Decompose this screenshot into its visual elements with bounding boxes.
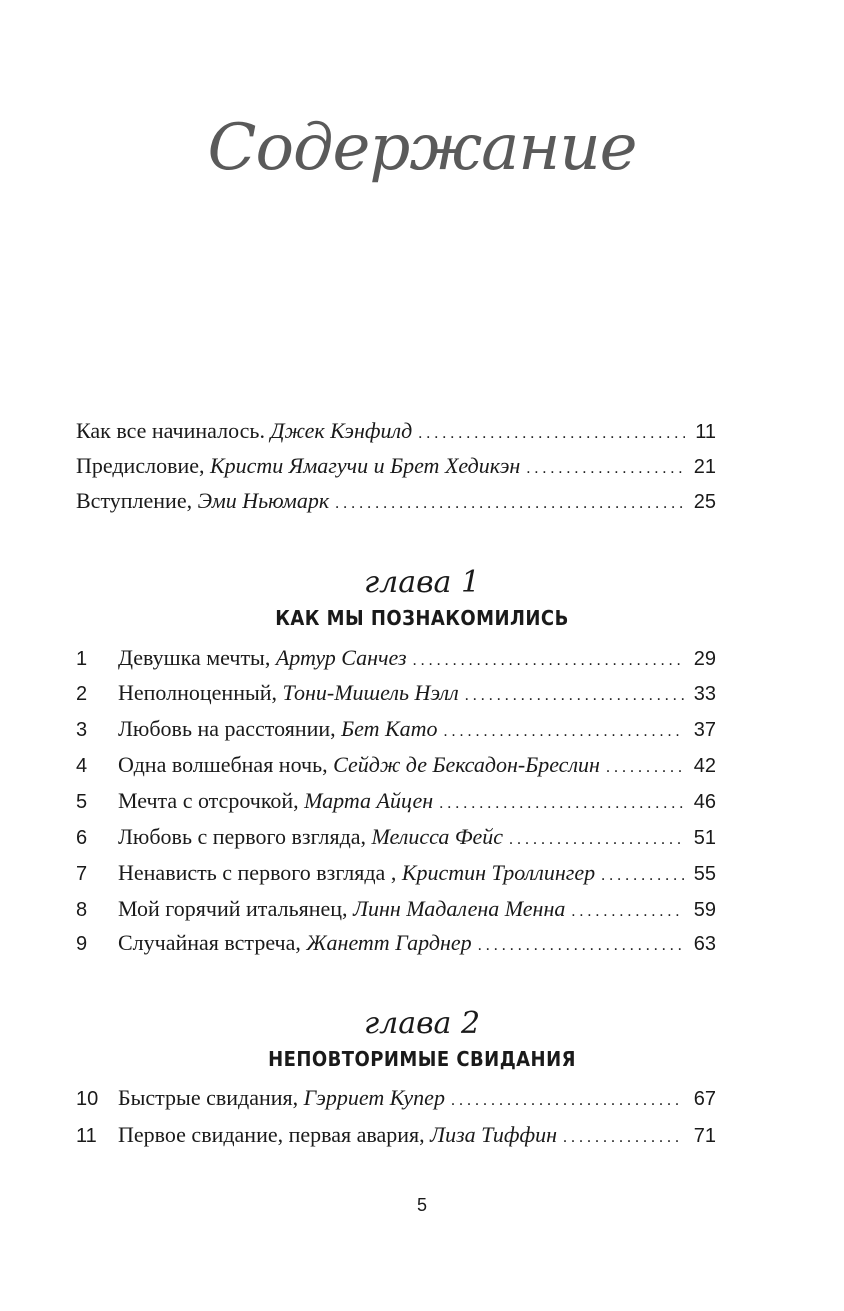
- entry-page-number: 63: [693, 933, 716, 955]
- entry-number: 10: [76, 1088, 99, 1110]
- entry-page-number: 25: [693, 491, 716, 513]
- entry-page-number: 37: [693, 719, 716, 741]
- entry-number: 9: [76, 933, 88, 955]
- entry-title: Первое свидание, первая авария,: [118, 1122, 431, 1147]
- entry-author: Гэрриет Купер: [303, 1085, 445, 1110]
- entry-number: 8: [76, 899, 88, 921]
- toc-entry[interactable]: [76, 820, 716, 854]
- toc-entry[interactable]: [76, 856, 716, 890]
- entry-number: 1: [76, 648, 88, 670]
- entry-title: Любовь на расстоянии,: [118, 716, 342, 741]
- entry-number: 11: [76, 1125, 97, 1147]
- entry-author: Кристи Ямагучи и Брет Хедикэн: [210, 453, 521, 478]
- entry-title: Одна волшебная ночь,: [118, 752, 334, 777]
- entry-number: 4: [76, 755, 88, 777]
- entry-author: Джек Кэнфилд: [270, 418, 413, 443]
- chapter-title: КАК МЫ ПОЗНАКОМИЛИСЬ: [275, 606, 569, 630]
- page-title: Содержание: [207, 111, 637, 185]
- entry-title: Мечта с отсрочкой,: [118, 788, 305, 813]
- entry-title: Случайная встреча,: [118, 930, 307, 955]
- toc-entry[interactable]: [76, 712, 716, 746]
- entry-number: 3: [76, 719, 88, 741]
- leader-dots: [439, 787, 684, 821]
- chapter-label: глава 2: [363, 1006, 481, 1041]
- entry-author: Артур Санчез: [275, 645, 407, 670]
- toc-entry[interactable]: [76, 1118, 716, 1152]
- toc-entry[interactable]: [76, 748, 716, 782]
- entry-author: Жанетт Гарднер: [306, 930, 472, 955]
- entry-author: Марта Айцен: [304, 788, 434, 813]
- chapter-title: НЕПОВТОРИМЫЕ СВИДАНИЯ: [268, 1047, 576, 1071]
- entry-author: Линн Мадалена Менна: [353, 896, 566, 921]
- entry-author: Эми Ньюмарк: [197, 488, 330, 513]
- toc-entry-introduction[interactable]: [76, 484, 716, 518]
- entry-title: Быстрые свидания,: [118, 1085, 304, 1110]
- leader-dots: [509, 823, 684, 857]
- entry-number: 5: [76, 791, 88, 813]
- leader-dots: [563, 1121, 684, 1155]
- entry-page-number: 29: [693, 648, 716, 670]
- entry-title: Как все начиналось.: [76, 418, 271, 443]
- leader-dots: [601, 859, 684, 893]
- toc-entry-intro[interactable]: [76, 414, 716, 448]
- entry-number: 6: [76, 827, 88, 849]
- entry-page-number: 55: [693, 863, 716, 885]
- entry-page-number: 21: [693, 456, 716, 478]
- entry-title: Вступление,: [76, 488, 198, 513]
- entry-title: Предисловие,: [76, 453, 210, 478]
- toc-entry[interactable]: [76, 676, 716, 710]
- footer-page-number: 5: [416, 1195, 427, 1215]
- chapter-label: глава 1: [363, 565, 481, 600]
- leader-dots: [418, 417, 685, 451]
- entry-author: Кристин Троллингер: [401, 860, 596, 885]
- leader-dots: [606, 751, 684, 785]
- toc-entry[interactable]: [76, 892, 716, 926]
- toc-entry[interactable]: [76, 1081, 716, 1115]
- leader-dots: [451, 1084, 684, 1118]
- entry-page-number: 67: [693, 1088, 716, 1110]
- entry-number: 7: [76, 863, 88, 885]
- leader-dots: [335, 487, 684, 521]
- entry-author: Мелисса Фейс: [371, 824, 504, 849]
- entry-author: Бет Като: [341, 716, 438, 741]
- leader-dots: [413, 644, 684, 678]
- entry-title: Неполноценный,: [118, 680, 283, 705]
- leader-dots: [571, 895, 683, 929]
- entry-title: Мой горячий итальянец,: [118, 896, 354, 921]
- toc-entry[interactable]: [76, 641, 716, 675]
- entry-title: Любовь с первого взгляда,: [118, 824, 372, 849]
- entry-page-number: 71: [693, 1125, 716, 1147]
- leader-dots: [478, 929, 684, 963]
- entry-author: Тони-Мишель Нэлл: [282, 680, 459, 705]
- entry-title: Девушка мечты,: [118, 645, 276, 670]
- leader-dots: [526, 452, 683, 486]
- leader-dots: [465, 679, 684, 713]
- entry-page-number: 11: [695, 421, 716, 443]
- toc-entry[interactable]: [76, 926, 716, 960]
- entry-page-number: 42: [693, 755, 716, 777]
- leader-dots: [444, 715, 684, 749]
- toc-entry[interactable]: [76, 784, 716, 818]
- entry-author: Сейдж де Бексадон-Бреслин: [333, 752, 600, 777]
- entry-page-number: 46: [693, 791, 716, 813]
- entry-page-number: 33: [693, 683, 716, 705]
- toc-entry-preface[interactable]: [76, 449, 716, 483]
- entry-page-number: 59: [693, 899, 716, 921]
- entry-author: Лиза Тиффин: [430, 1122, 558, 1147]
- entry-number: 2: [76, 683, 88, 705]
- entry-title: Ненависть с первого взгляда ,: [118, 860, 402, 885]
- entry-page-number: 51: [693, 827, 716, 849]
